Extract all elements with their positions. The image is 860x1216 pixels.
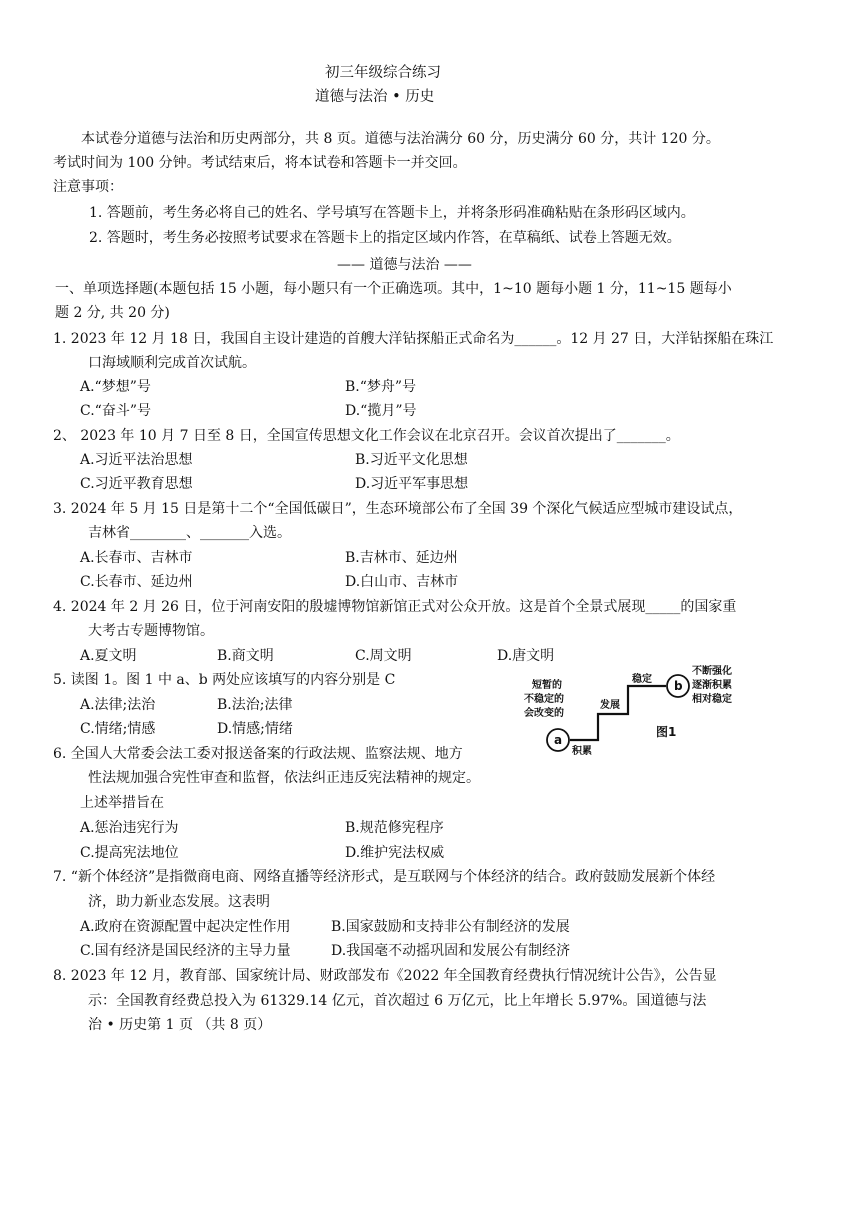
- figure-node-b-label: b: [674, 679, 683, 693]
- q6-option-c: C.提高宪法地位: [80, 845, 179, 861]
- figure-right-text-2: 逐渐积累: [692, 680, 732, 691]
- q4-option-c: C.周文明: [355, 648, 412, 664]
- figure-left-text-3: 会改变的: [524, 708, 564, 719]
- q4-stem-2: 大考古专题博物馆。: [88, 623, 214, 639]
- figure-node-a-label: a: [554, 733, 563, 747]
- q6-stem-3: 上述举措旨在: [80, 795, 164, 811]
- part-instructions-2: 题 2 分, 共 20 分): [55, 305, 170, 321]
- q6-option-d: D.维护宪法权威: [345, 845, 445, 861]
- doc-subtitle: 道德与法治 • 历史: [315, 89, 435, 105]
- q8-stem-3-page-footer: 治 • 历史第 1 页 （共 8 页）: [88, 1017, 272, 1033]
- q2-option-c: C.习近平教育思想: [80, 476, 193, 492]
- q3-stem-2: 吉林省________、_______入选。: [88, 525, 291, 541]
- q5-option-a: A.法律;法治: [80, 697, 156, 713]
- notice-item-2: 2. 答题时，考生务必按照考试要求在答题卡上的指定区域内作答，在草稿纸、试卷上答题无效。: [89, 230, 681, 246]
- figure-step-1: 积累: [572, 746, 592, 757]
- q3-stem-1: 3. 2024 年 5 月 15 日是第十二个“全国低碳日”，生态环境部公布了全国 39 个深化气候适应型城市建设试点，: [53, 501, 743, 517]
- figure-step-3: 稳定: [632, 674, 652, 685]
- q2-option-a: A.习近平法治思想: [80, 452, 193, 468]
- q2-option-d: D.习近平军事思想: [355, 476, 469, 492]
- q7-option-c: C.国有经济是国民经济的主导力量: [80, 943, 291, 959]
- q1-stem-1: 1. 2023 年 12 月 18 日，我国自主设计建造的首艘大洋钻探船正式命名为______。12 月 27 日，大洋钻探船在珠江: [53, 331, 774, 347]
- q4-option-a: A.夏文明: [80, 648, 137, 664]
- q4-option-d: D.唐文明: [497, 648, 555, 664]
- q3-option-b: B.吉林市、延边州: [345, 550, 458, 566]
- q6-stem-1: 6. 全国人大常委会法工委对报送备案的行政法规、监察法规、地方: [53, 746, 463, 762]
- notice-label: 注意事项：: [53, 179, 123, 195]
- q5-option-d: D.情感;情绪: [217, 721, 293, 737]
- figure-staircase: [570, 686, 666, 740]
- figure-right-text-3: 相对稳定: [692, 694, 732, 705]
- q1-option-c: C.“奋斗”号: [80, 403, 151, 419]
- q2-option-b: B.习近平文化思想: [355, 452, 468, 468]
- figure-left-text-2: 不稳定的: [524, 694, 564, 705]
- figure-right-text-1: 不断强化: [692, 666, 732, 677]
- q6-stem-2: 性法规加强合宪性审查和监督，依法纠正违反宪法精神的规定。: [88, 770, 480, 786]
- q7-option-a: A.政府在资源配置中起决定性作用: [80, 919, 291, 935]
- figure-1-diagram: [524, 664, 780, 764]
- notice-item-1: 1. 答题前，考生务必将自己的姓名、学号填写在答题卡上，并将条形码准确粘贴在条形码区域内。: [89, 205, 695, 221]
- q2-stem-1: 2、 2023 年 10 月 7 日至 8 日，全国宣传思想文化工作会议在北京召开。会议首次提出了_______。: [53, 428, 680, 444]
- q3-option-a: A.长春市、吉林市: [80, 550, 193, 566]
- intro-line-1: 本试卷分道德与法治和历史两部分，共 8 页。道德与法治满分 60 分，历史满分 60 分，共计 120 分。: [81, 131, 720, 147]
- figure-left-text-1: 短暂的: [532, 680, 562, 691]
- q4-stem-1: 4. 2024 年 2 月 26 日，位于河南安阳的殷墟博物馆新馆正式对公众开放。这是首个全景式展现_____的国家重: [53, 599, 737, 615]
- q4-option-b: B.商文明: [217, 648, 274, 664]
- q6-option-b: B.规范修宪程序: [345, 820, 444, 836]
- doc-title: 初三年级综合练习: [325, 65, 441, 81]
- q3-option-c: C.长春市、延边州: [80, 574, 193, 590]
- part-instructions-1: 一、单项选择题(本题包括 15 小题，每小题只有一个正确选项。其中，1~10 题每小题 1 分，11~15 题每小: [55, 281, 732, 297]
- q7-option-d: D.我国毫不动摇巩固和发展公有制经济: [331, 943, 571, 959]
- q1-stem-2: 口海域顺利完成首次试航。: [88, 355, 256, 371]
- figure-1: [524, 664, 780, 764]
- figure-step-2: 发展: [600, 700, 620, 711]
- section-title: —— 道德与法治 ——: [337, 257, 472, 273]
- q7-option-b: B.国家鼓励和支持非公有制经济的发展: [331, 919, 570, 935]
- q8-stem-1: 8. 2023 年 12 月，教育部、国家统计局、财政部发布《2022 年全国教育经费执行情况统计公告》，公告显: [53, 968, 717, 984]
- q5-option-b: B.法治;法律: [217, 697, 293, 713]
- q1-option-d: D.“揽月”号: [345, 403, 417, 419]
- q7-stem-2: 济，助力新业态发展。这表明: [88, 894, 270, 910]
- q1-option-a: A.“梦想”号: [80, 379, 151, 395]
- q7-stem-1: 7. “新个体经济”是指微商电商、网络直播等经济形式，是互联网与个体经济的结合。政府鼓励发展新个体经: [53, 869, 716, 885]
- intro-line-2: 考试时间为 100 分钟。考试结束后，将本试卷和答题卡一并交回。: [53, 155, 467, 171]
- q5-option-c: C.情绪;情感: [80, 721, 156, 737]
- q1-option-b: B.“梦舟”号: [345, 379, 417, 395]
- q8-stem-2: 示：全国教育经费总投入为 61329.14 亿元，首次超过 6 万亿元，比上年增长 5.97%。国道德与法: [88, 993, 707, 1009]
- q6-option-a: A.惩治违宪行为: [80, 820, 179, 836]
- q5-stem-1: 5. 读图 1。图 1 中 a、b 两处应该填写的内容分别是 C: [53, 672, 396, 688]
- figure-caption: 图1: [656, 725, 677, 739]
- q3-option-d: D.白山市、吉林市: [345, 574, 459, 590]
